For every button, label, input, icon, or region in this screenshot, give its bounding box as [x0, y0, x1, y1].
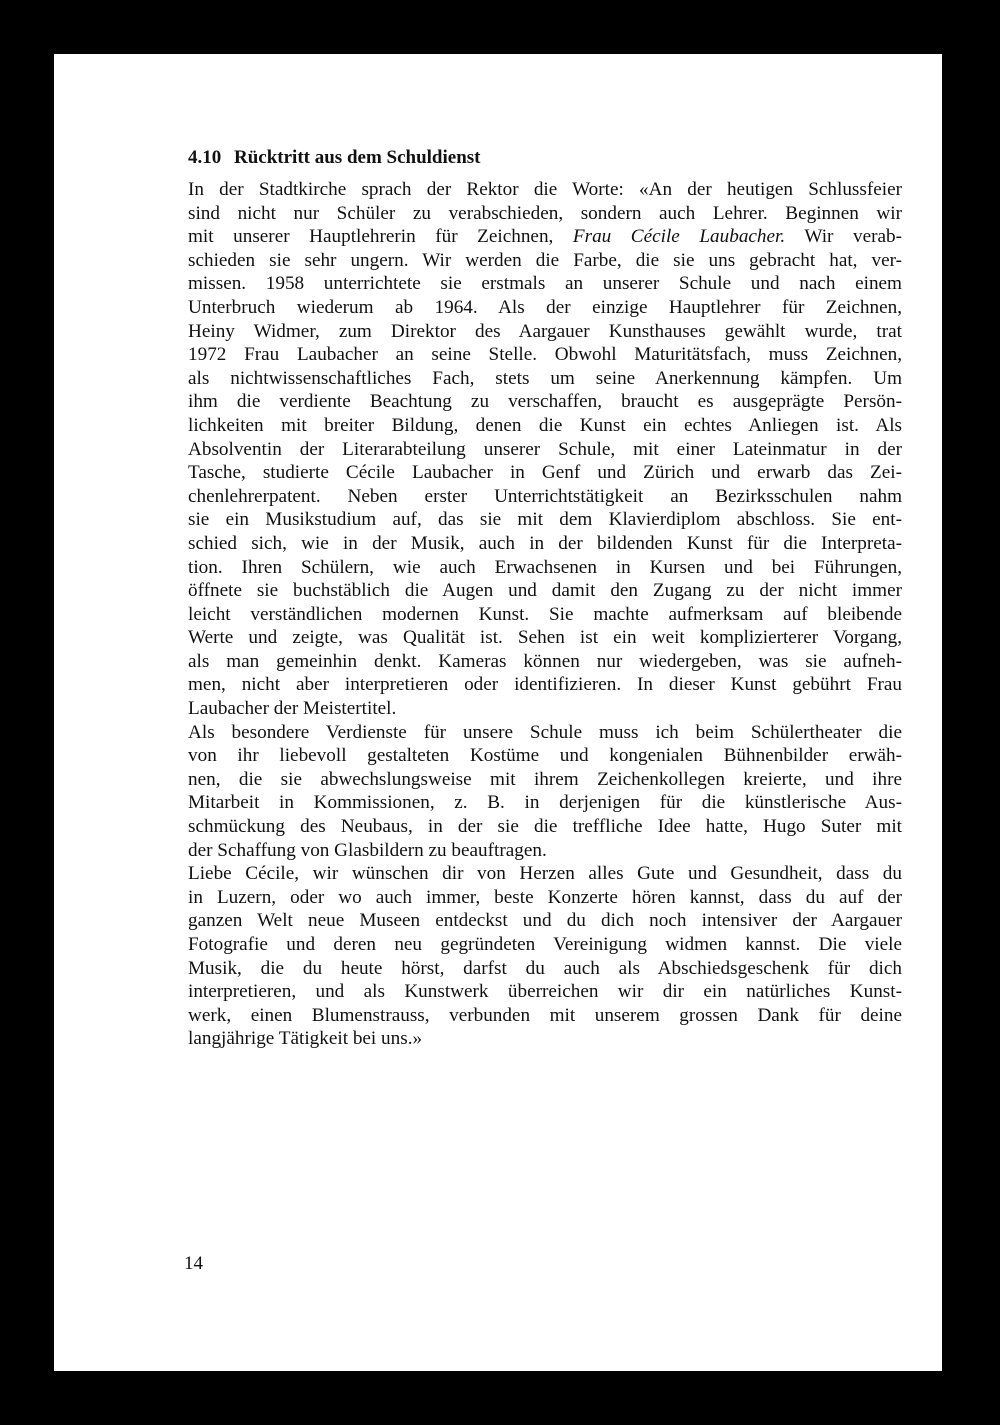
paragraph-3	[188, 862, 902, 1051]
text-line: nen, die sie abwechslungsweise mit ihrem Zeichenkollegen kreierte, und ihre	[188, 768, 902, 790]
text-line: sie ein Musikstudium auf, das sie mit dem Klavierdiplom abschloss. Sie ent-	[188, 509, 902, 531]
text-line: tion. Ihren Schülern, wie auch Erwachsenen in Kursen und bei Führungen,	[188, 556, 902, 578]
text-line: Werte und zeigte, was Qualität ist. Sehen ist ein weit komplizierterer Vorgang,	[188, 627, 902, 649]
paragraph-1	[188, 178, 902, 721]
text-line: Als besondere Verdienste für unsere Schule muss ich beim Schülertheater die	[188, 721, 902, 743]
section-number: 4.10	[188, 147, 222, 168]
text-line: in Luzern, oder wo auch immer, beste Konzerte hören kannst, dass du auf der	[188, 886, 902, 908]
text-line	[188, 225, 902, 249]
text-line: Mitarbeit in Kommissionen, z. B. in derjenigen für die künstlerische Aus-	[188, 792, 902, 814]
text-line: men, nicht aber interpretieren oder identifizieren. In dieser Kunst gebührt Frau	[188, 674, 902, 696]
text-line: werk, einen Blumenstrauss, verbunden mit unserem grossen Dank für deine	[188, 1004, 902, 1026]
text-line: Musik, die du heute hörst, darfst du auch als Abschiedsgeschenk für dich	[188, 957, 902, 979]
text-line: missen. 1958 unterrichtete sie erstmals an unserer Schule und nach einem	[188, 273, 902, 295]
italic-name: Frau Cécile Laubacher.	[572, 226, 786, 248]
document-page	[54, 54, 942, 1371]
text-line: Laubacher der Meistertitel.	[188, 698, 397, 720]
text-line: schied sich, wie in der Musik, auch in der bildenden Kunst für die Interpreta-	[188, 532, 902, 554]
text-line: Absolventin der Literarabteilung unserer Schule, mit einer Lateinmatur in der	[188, 438, 902, 460]
page-number: 14	[184, 1253, 203, 1274]
text-line: chenlehrerpatent. Neben erster Unterrichtstätigkeit an Bezirksschulen nahm	[188, 485, 902, 507]
page-content	[188, 146, 902, 1051]
section-title: Rücktritt aus dem Schuldienst	[234, 147, 481, 168]
text-line: sind nicht nur Schüler zu verabschieden, sondern auch Lehrer. Beginnen wir	[188, 202, 902, 224]
text-line: 1972 Frau Laubacher an seine Stelle. Obwohl Maturitätsfach, muss Zeichnen,	[188, 344, 902, 366]
text-line: Fotografie und deren neu gegründeten Vereinigung widmen kannst. Die viele	[188, 934, 902, 955]
text-line: leicht verständlichen modernen Kunst. Sie machte aufmerksam auf bleibende	[188, 603, 902, 625]
text-line: Tasche, studierte Cécile Laubacher in Genf und Zürich und erwarb das Zei-	[188, 462, 902, 484]
text-line: als nichtwissenschaftliches Fach, stets um seine Anerkennung kämpfen. Um	[188, 367, 902, 389]
text-line: ihm die verdiente Beachtung zu verschaffen, braucht es ausgeprägte Persön-	[188, 391, 902, 413]
line-text: Wir verab-	[785, 226, 902, 248]
section-heading	[188, 146, 902, 170]
text-line: Heiny Widmer, zum Direktor des Aargauer Kunsthauses gewählt wurde, trat	[188, 320, 902, 342]
text-line: In der Stadtkirche sprach der Rektor die Worte: «An der heutigen Schlussfeier	[188, 179, 902, 200]
text-line: Unterbruch wiederum ab 1964. Als der einzige Hauptlehrer für Zeichnen,	[188, 296, 902, 318]
text-line: öffnete sie buchstäblich die Augen und damit den Zugang zu der nicht immer	[188, 580, 902, 602]
text-line: schmückung des Neubaus, in der sie die treffliche Idee hatte, Hugo Suter mit	[188, 816, 902, 838]
text-line: als man gemeinhin denkt. Kameras können nur wiedergeben, was sie aufneh-	[188, 650, 902, 672]
text-line: schieden sie sehr ungern. Wir werden die Farbe, die sie uns gebracht hat, ver-	[188, 249, 902, 271]
paragraph-2	[188, 721, 902, 863]
text-line: ganzen Welt neue Museen entdeckst und du dich noch intensiver der Aargauer	[188, 910, 902, 932]
text-line: von ihr liebevoll gestalteten Kostüme und kongenialen Bühnenbilder erwäh-	[188, 745, 902, 767]
text-line: Liebe Cécile, wir wünschen dir von Herzen alles Gute und Gesundheit, dass du	[188, 863, 902, 885]
text-line: der Schaffung von Glasbildern zu beauftragen.	[188, 839, 547, 861]
text-line: lichkeiten mit breiter Bildung, denen die Kunst ein echtes Anliegen ist. Als	[188, 414, 902, 436]
text-line: interpretieren, und als Kunstwerk überreichen wir dir ein natürliches Kunst-	[188, 981, 902, 1003]
line-text: mit unserer Hauptlehrerin für Zeichnen,	[188, 226, 573, 248]
text-line: langjährige Tätigkeit bei uns.»	[188, 1028, 423, 1050]
